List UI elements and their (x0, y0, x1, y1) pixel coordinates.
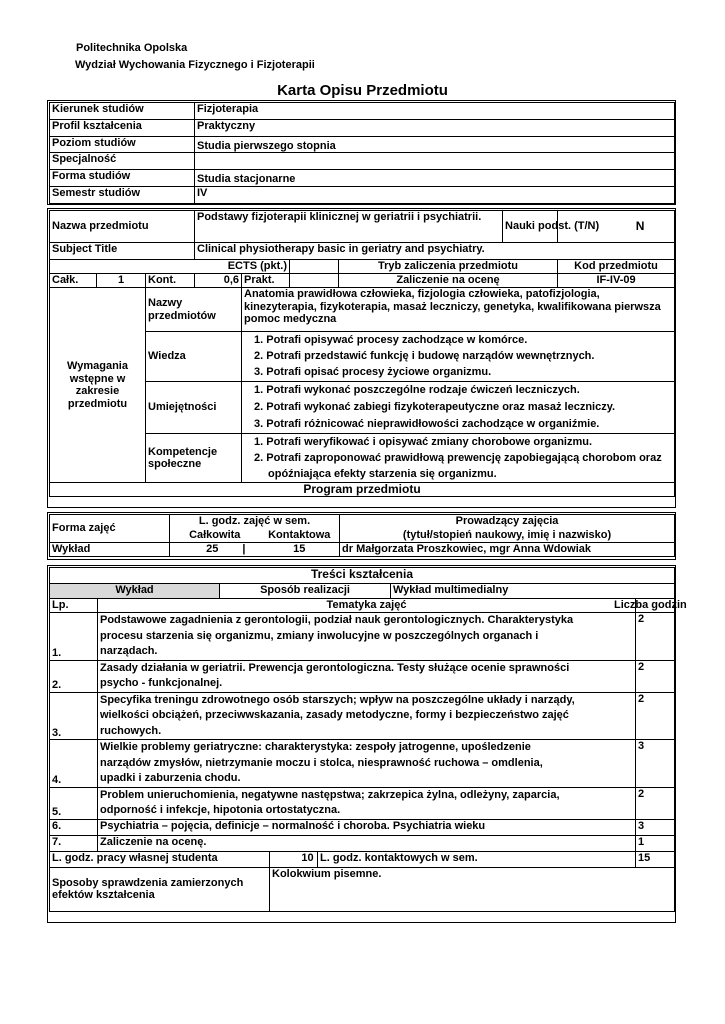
row-hours: 2 (636, 692, 675, 740)
lp-header: Lp. (50, 599, 98, 613)
study-label: Kierunek studiów (50, 103, 195, 120)
column-separator: | (242, 543, 246, 555)
faculty-name: Wydział Wychowania Fizycznego i Fizjoterapii (75, 59, 315, 71)
university-name: Politechnika Opolska (76, 42, 188, 54)
hours-contact-label: Kontaktowa (260, 529, 340, 543)
row-topic: Wielkie problemy geriatryczne: charakterystyka: zespoły jatrogenne, upośledzenie narządów zmysłów, nietrzymanie moczu i stolca, niesprawność ruchowa – omdlenia, upadki i zaburzenia chodu. (98, 740, 636, 788)
study-label: Profil kształcenia (50, 119, 195, 136)
ects-contact-value: 0,6 (195, 274, 242, 288)
social-competence-list (242, 434, 675, 483)
study-row (50, 186, 675, 203)
list-item: 2. Potrafi przedstawić funkcję i budowę narządów wewnętrznych. (254, 350, 595, 362)
knowledge-label: Wiedza (146, 332, 242, 382)
requirements-subjects-value: Anatomia prawidłowa człowieka, fizjologia człowieka, patofizjologia, kinezyterapia, fizykoterapia, masaż leczniczy, genetyka, kwalifikowana pierwsza pomoc medyczna (242, 288, 675, 332)
program-teacher-value: dr Małgorzata Proszkowiec, mgr Anna Wdowiak (340, 543, 675, 557)
study-value: Studia stacjonarne (195, 170, 675, 187)
study-row (50, 170, 675, 187)
social-competence-label: Kompetencje społeczne (146, 434, 242, 483)
table-row (50, 835, 675, 851)
study-label: Specjalność (50, 153, 195, 170)
assessment-mode-value: Zaliczenie na ocenę (339, 274, 558, 288)
verification-value: Kolokwium pisemne. (270, 867, 675, 911)
contact-hours-label: L. godz. kontaktowych w sem. (318, 851, 636, 867)
hours-label: L. godz. zajęć w sem. (170, 515, 340, 529)
hours-header (614, 599, 687, 613)
row-topic: Specyfika treningu zdrowotnego osób starszych; wpływ na poszczególne układy i narządy, wielkości obciążeń, przeciwwskazania, zasady metodyczne, formy i bezpieczeństwo zajęć ruchowych. (98, 692, 636, 740)
row-lp: 2. (50, 660, 98, 692)
ects-contact-label: Kont. (146, 274, 195, 288)
program-title: Program przedmiotu (50, 483, 675, 497)
table-row (50, 819, 675, 835)
subject-code-value: IF-IV-09 (558, 274, 675, 288)
table-row (50, 692, 675, 740)
row-lp: 1. (50, 613, 98, 661)
subject-table (49, 210, 675, 497)
ects-label: ECTS (pkt.) (50, 260, 290, 274)
teacher-sub-label: (tytuł/stopień naukowy, imię i nazwisko) (340, 529, 675, 543)
topic-header: Tematyka zajęć (98, 599, 636, 613)
content-title: Treści kształcenia (50, 568, 675, 584)
subject-name-label: Nazwa przedmiotu (50, 211, 195, 243)
study-info-table (49, 102, 675, 204)
list-item: 1. Potrafi weryfikować i opisywać zmiany chorobowe organizmu. (254, 436, 593, 448)
row-topic: Zaliczenie na ocenę. (98, 835, 636, 851)
row-topic: Psychiatria – pojęcia, definicje – normalność i choroba. Psychiatria wieku (98, 819, 636, 835)
row-lp: 7. (50, 835, 98, 851)
row-lp: 4. (50, 740, 98, 788)
row-topic: Problem unieruchomienia, negatywne następstwa; zakrzepica żylna, odleżyny, zaparcia, odporność i infekcje, hipotonia ortostatyczna. (98, 787, 636, 819)
study-value (195, 153, 675, 170)
subject-title-label: Subject Title (50, 243, 195, 260)
study-label: Semestr studiów (50, 186, 195, 203)
own-work-label: L. godz. pracy własnej studenta (50, 851, 270, 867)
row-hours: 3 (636, 819, 675, 835)
study-value: Fizjoterapia (195, 103, 675, 120)
content-form: Wykład (50, 584, 220, 599)
list-item: 3. Potrafi opisać procesy życiowe organizmu. (254, 366, 492, 378)
basic-science-label: Nauki podst. (T/N) (503, 211, 558, 243)
row-hours: 2 (636, 787, 675, 819)
study-row (50, 119, 675, 136)
list-item: 3. Potrafi różnicować nieprawidłowości zachodzące w organiźmie. (254, 418, 600, 430)
skills-label: Umiejętności (146, 382, 242, 434)
row-lp: 5. (50, 787, 98, 819)
table-row (50, 660, 675, 692)
program-table (49, 514, 675, 557)
row-topic: Zasady działania w geriatrii. Prewencja gerontologiczna. Testy służące ocenie sprawności psycho - funkcjonalnej. (98, 660, 636, 692)
hours-total-label: Całkowita (170, 529, 260, 543)
row-hours: 1 (636, 835, 675, 851)
list-item: 1. Potrafi opisywać procesy zachodzące w komórce. (254, 334, 528, 346)
row-hours: 2 (636, 613, 675, 661)
program-total-value (170, 543, 260, 557)
skills-list (242, 382, 675, 434)
method-label: Sposób realizacji (220, 584, 391, 599)
hours-header-text: Liczba godzin (614, 599, 687, 611)
study-row (50, 153, 675, 170)
program-form-value: Wykład (50, 543, 170, 557)
own-work-value: 10 (270, 851, 318, 867)
subject-name-value: Podstawy fizjoterapii klinicznej w geriatrii i psychiatrii. (195, 211, 503, 243)
form-label: Forma zajęć (50, 515, 170, 543)
study-value: Praktyczny (195, 119, 675, 136)
verification-label: Sposoby sprawdzenia zamierzonych efektów kształcenia (50, 867, 270, 911)
ects-practical-value (290, 274, 339, 288)
row-hours: 3 (636, 740, 675, 788)
study-label: Forma studiów (50, 170, 195, 187)
list-item: 2. Potrafi zaproponować prawidłową prewencję zapobiegającą chorobom oraz opóźniająca efekty starzenia się organizmu. (254, 452, 662, 480)
table-row (50, 740, 675, 788)
ects-practical-label: Prakt. (242, 274, 290, 288)
ects-total-label: Całk. (50, 274, 97, 288)
knowledge-list (242, 332, 675, 382)
subject-title-value: Clinical physiotherapy basic in geriatry and psychiatry. (195, 243, 675, 260)
study-value: IV (195, 186, 675, 203)
assessment-mode-label: Tryb zaliczenia przedmiotu (339, 260, 558, 274)
subject-code-label: Kod przedmiotu (558, 260, 675, 274)
row-lp: 6. (50, 819, 98, 835)
program-total-number: 25 (206, 543, 219, 555)
study-row (50, 103, 675, 120)
table-row (50, 787, 675, 819)
content-table (49, 567, 687, 912)
row-lp: 3. (50, 692, 98, 740)
program-contact-value: 15 (260, 543, 340, 557)
study-label: Poziom studiów (50, 136, 195, 153)
basic-science-value: N (558, 211, 675, 243)
row-hours: 2 (636, 660, 675, 692)
list-item: 2. Potrafi wykonać zabiegi fizykoterapeutyczne oraz masaż leczniczy. (254, 401, 616, 413)
requirements-subjects-label: Nazwy przedmiotów (146, 288, 242, 332)
teacher-label: Prowadzący zajęcia (340, 515, 675, 529)
ects-total-value: 1 (97, 274, 146, 288)
table-row (50, 613, 675, 661)
study-row (50, 136, 675, 153)
list-item: 1. Potrafi wykonać poszczególne rodzaje ćwiczeń leczniczych. (254, 384, 580, 396)
contact-hours-value: 15 (636, 851, 675, 867)
method-value: Wykład multimedialny (391, 584, 675, 599)
page-title: Karta Opisu Przedmiotu (277, 82, 448, 99)
requirements-label: Wymagania wstępne w zakresie przedmiotu (50, 288, 146, 483)
study-value: Studia pierwszego stopnia (195, 136, 675, 153)
row-topic: Podstawowe zagadnienia z gerontologii, podział nauk gerontologicznych. Charakterystyka procesu starzenia się organizmu, zmiany inwolucyjne w poszczególnych organach i narządach. (98, 613, 636, 661)
